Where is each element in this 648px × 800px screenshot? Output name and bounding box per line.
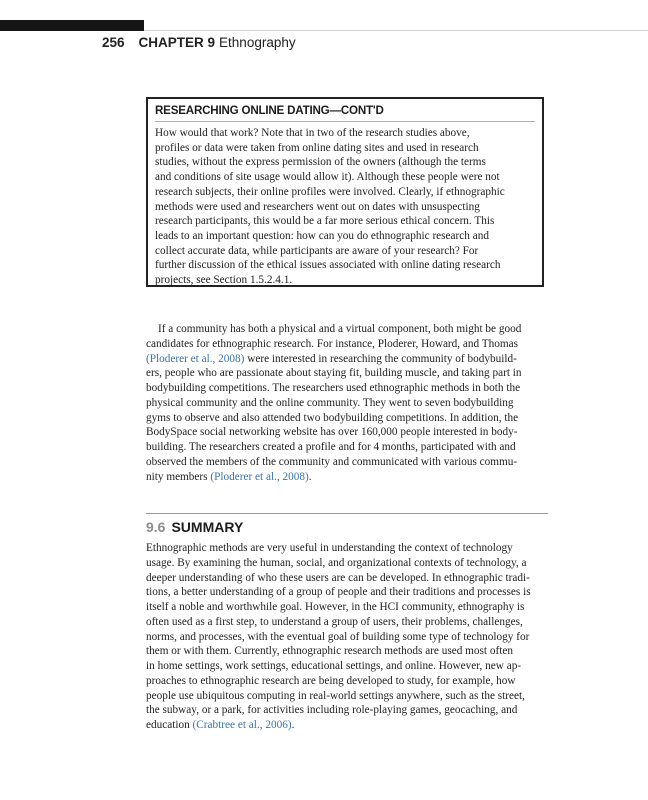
page-number: 256 [102, 35, 125, 50]
citation-link[interactable]: (Crabtree et al., 2006) [192, 719, 292, 731]
section-number: 9.6 [146, 519, 166, 535]
header-bar [0, 20, 144, 31]
citation-link[interactable]: (Ploderer et al., 2008) [210, 470, 309, 483]
sidebar-box [146, 97, 544, 287]
box-text [155, 126, 535, 288]
text-line: itself a noble and worthwhile goal. However, in the HCI community, ethnography is [146, 601, 525, 613]
box-line: profiles or data were taken from online dating sites and used in research [155, 141, 479, 154]
box-line: research participants, this would be a far more serious ethical concern. This [155, 215, 495, 228]
text-line: gyms to observe and also attended two bodybuilding competitions. In addition, the [146, 411, 519, 424]
header-rule [144, 30, 648, 31]
section-title: SUMMARY [171, 519, 244, 535]
box-line: collect accurate data, while participants are aware of your research? For [155, 244, 479, 257]
section-heading [146, 519, 243, 535]
paragraph-summary [146, 541, 548, 733]
chapter-label: CHAPTER 9 [138, 35, 216, 50]
text-line: norms, and processes, with the eventual goal of building some type of technology for [146, 630, 530, 643]
box-line: and conditions of site usage would allow it). Although these people were not [155, 171, 500, 184]
box-line: research subjects, their online profiles were involved. Clearly, if ethnographic [155, 185, 505, 198]
text-segment: . [308, 470, 312, 483]
text-segment: nity members [146, 470, 208, 483]
text-line-with-citation [146, 718, 548, 733]
text-segment: were interested in researching the community of bodybuild- [247, 352, 517, 365]
text-line: bodybuilding competitions. The researchers used ethnographic methods in both the [146, 382, 521, 394]
text-line: building. The researchers created a profile and for 4 months, participated with and [146, 441, 516, 453]
text-line: tions, a better understanding of a group of people and their traditions and processes is [146, 586, 531, 599]
citation-link[interactable]: (Ploderer et al., 2008) [146, 352, 245, 365]
text-line: deeper understanding of who these users are can be developed. In ethnographic tradi- [146, 571, 530, 584]
text-line: usage. By examining the human, social, and organizational contexts of technology, a [146, 556, 527, 569]
box-line: methods were used and researchers went out on dates with unsuspecting [155, 200, 480, 213]
text-line: BodySpace social networking website has over 160,000 people interested in body- [146, 426, 518, 439]
text-segment: . [291, 719, 295, 731]
text-line: observed the members of the community and communicated with various commu- [146, 455, 518, 468]
text-line: often used as a first step, to understand a group of users, their problems, challenges, [146, 615, 523, 628]
text-line-with-citation [146, 470, 548, 485]
chapter-title: Ethnography [219, 35, 296, 50]
text-line: Ethnographic methods are very useful in understanding the context of technology [146, 542, 513, 554]
box-line: further discussion of the ethical issues associated with online dating research [155, 259, 501, 272]
text-line: in home settings, work settings, educational settings, and online. However, new ap- [146, 660, 522, 672]
text-line: If a community has both a physical and a virtual component, both might be good [158, 323, 522, 335]
text-segment: education [146, 719, 190, 731]
box-line: leads to an important question: how can you do ethnographic research and [155, 229, 489, 242]
box-title: RESEARCHING ONLINE DATING—CONT'D [155, 103, 535, 122]
text-line-with-citation [146, 352, 548, 367]
running-head [102, 35, 296, 50]
paragraph-community [146, 322, 548, 484]
text-line: ers, people who are passionate about staying fit, building muscle, and taking part in [146, 367, 522, 380]
section-rule [146, 513, 548, 514]
box-line: How would that work? Note that in two of the research studies above, [155, 127, 470, 139]
text-line: the subway, or a park, for activities including role-playing games, geocaching, and [146, 704, 518, 717]
box-line: studies, without the express permission of the owners (although the terms [155, 156, 486, 169]
box-line: projects, see Section 1.5.2.4.1. [155, 274, 293, 287]
text-line: proaches to ethnographic research are being developed to study, for example, how [146, 674, 516, 687]
text-line: them or with them. Currently, ethnographic research methods are used most often [146, 645, 513, 658]
text-line: candidates for ethnographic research. For instance, Ploderer, Howard, and Thomas [146, 337, 519, 350]
text-line: people use ubiquitous computing in real-world settings anywhere, such as the street, [146, 689, 525, 702]
text-line: physical community and the online community. They went to seven bodybuilding [146, 396, 514, 409]
